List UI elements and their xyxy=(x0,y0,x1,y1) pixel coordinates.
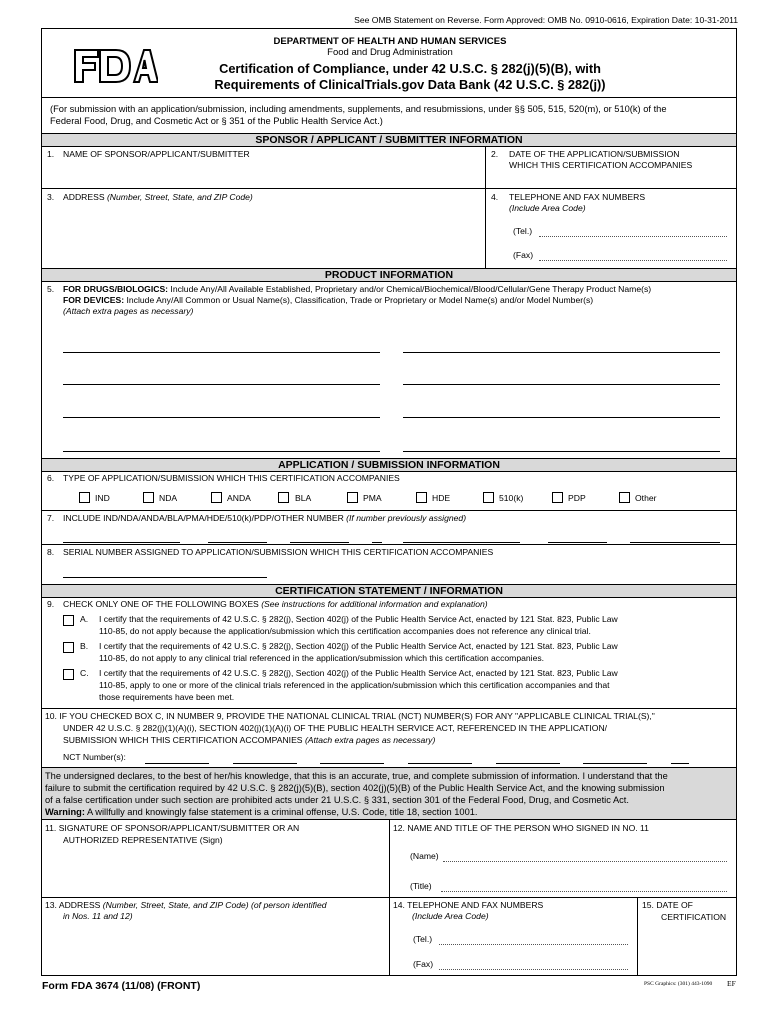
field-1-number: 1. xyxy=(47,149,55,159)
type-label-anda: ANDA xyxy=(227,493,251,503)
field-2-label-line2: WHICH THIS CERTIFICATION ACCOMPANIES xyxy=(509,160,693,170)
product-name-line[interactable] xyxy=(403,384,720,385)
cert-option-c-line2: 110-85, apply to one or more of the clinical trials referenced in the application/submission which this certification accompanies and that xyxy=(99,680,610,690)
application-number-line[interactable] xyxy=(208,542,267,543)
declaration-line3: of a false certification under such section are prohibited acts under 21 U.S.C. § 331, section 301 of the Federal Food, Drug, and Cosmetic Act. xyxy=(45,795,629,805)
application-number-line[interactable] xyxy=(548,542,607,543)
signer-title-label: (Title) xyxy=(410,881,432,891)
cert-checkbox-c[interactable] xyxy=(63,669,74,680)
cert-option-a-line1: I certify that the requirements of 42 U.S.C. § 282(j), Section 402(j) of the Public Health Service Act, enacted by 121 Stat. 823, Public Law xyxy=(99,614,618,624)
application-heading: APPLICATION / SUBMISSION INFORMATION xyxy=(278,459,500,471)
warning-bold: Warning: xyxy=(45,807,85,817)
field-5-devices xyxy=(63,295,593,306)
field-9-label-text: CHECK ONLY ONE OF THE FOLLOWING BOXES xyxy=(63,599,259,609)
field-1-label: NAME OF SPONSOR/APPLICANT/SUBMITTER xyxy=(63,149,250,159)
type-label-pma: PMA xyxy=(363,493,382,503)
cert-checkbox-b[interactable] xyxy=(63,642,74,653)
type-label-bla: BLA xyxy=(295,493,312,503)
type-checkbox-nda[interactable] xyxy=(143,492,154,503)
application-number-line[interactable] xyxy=(290,542,349,543)
signer-name-field[interactable] xyxy=(443,861,727,862)
field-13-hint-2: in Nos. 11 and 12) xyxy=(63,911,133,921)
type-checkbox-other[interactable] xyxy=(619,492,630,503)
ef-mark: EF xyxy=(727,979,736,988)
field-9-hint: (See instructions for additional information and explanation) xyxy=(261,599,488,609)
field-9-number: 9. xyxy=(47,599,55,609)
nct-number-line[interactable] xyxy=(233,763,297,764)
field-11-line1: 11. SIGNATURE OF SPONSOR/APPLICANT/SUBMITTER OR AN xyxy=(45,823,300,833)
signature-field[interactable] xyxy=(50,850,380,894)
cert-option-c-line3: those requirements have been met. xyxy=(99,692,235,702)
psc-credit: PSC Graphics: (301) 443-1090 xyxy=(644,981,713,987)
field-15-line2: CERTIFICATION xyxy=(661,912,727,922)
product-name-line[interactable] xyxy=(403,352,720,353)
serial-number-line[interactable] xyxy=(63,577,267,578)
type-label-510k: 510(k) xyxy=(499,493,524,503)
declaration-line2: failure to submit the certification required by 42 U.S.C. § 282(j)(5)(B), section 402(j)(5)(B) of the Public Health Service Act, and the knowing submission xyxy=(45,783,665,793)
field-10-line2: UNDER 42 U.S.C. § 282(j)(1)(A)(i), SECTION 402(j)(1)(A)(i) OF THE PUBLIC HEALTH SERVICE ACT, REFERENCED IN THE APPLICATION/ xyxy=(63,723,608,733)
field-3-label xyxy=(63,192,253,203)
submission-date-field[interactable] xyxy=(500,172,730,186)
nct-number-line[interactable] xyxy=(320,763,384,764)
field-10-hint: (Attach extra pages as necessary) xyxy=(304,735,436,745)
type-checkbox-bla[interactable] xyxy=(278,492,289,503)
type-checkbox-pdp[interactable] xyxy=(552,492,563,503)
field-13-label-text: 13. ADDRESS xyxy=(45,900,101,910)
form-title-line2: Requirements of ClinicalTrials.gov Data Bank (42 U.S.C. § 282(j)) xyxy=(214,77,606,92)
sponsor-fax-label: (Fax) xyxy=(513,250,534,260)
cert-option-b-line2: 110-85, do not apply to any clinical trial referenced in the application/submission which this certification accompanies. xyxy=(99,653,545,663)
sponsor-name-field[interactable] xyxy=(60,162,480,186)
field-14-label: 14. TELEPHONE AND FAX NUMBERS xyxy=(393,900,544,910)
intro-line2: Federal Food, Drug, and Cosmetic Act or § 351 of the Public Health Service Act.) xyxy=(50,116,383,126)
field-11-line2: AUTHORIZED REPRESENTATIVE (Sign) xyxy=(63,835,223,845)
field-5-drugs xyxy=(63,284,651,295)
agency: Food and Drug Administration xyxy=(327,47,453,58)
sponsor-tel-field[interactable] xyxy=(539,236,727,237)
drugs-text: Include Any/All Available Established, Proprietary and/or Chemical/Biochemical/Blood/Cellular/Gene Therapy Product Name(s) xyxy=(168,284,652,294)
field-10-line3 xyxy=(63,735,435,746)
sponsor-address-field[interactable] xyxy=(60,205,480,265)
devices-bold: FOR DEVICES: xyxy=(63,295,125,305)
type-checkbox-ind[interactable] xyxy=(79,492,90,503)
type-checkbox-pma[interactable] xyxy=(347,492,358,503)
field-9-label xyxy=(63,599,488,610)
field-7-label xyxy=(63,513,466,524)
cert-letter-a: A. xyxy=(80,614,89,624)
field-6-number: 6. xyxy=(47,473,55,483)
product-name-line[interactable] xyxy=(63,352,380,353)
field-2-number: 2. xyxy=(491,149,499,159)
field-10-line1: 10. IF YOU CHECKED BOX C, IN NUMBER 9, PROVIDE THE NATIONAL CLINICAL TRIAL (NCT) NUMBER(S) FOR ANY "APPLICABLE CLINICAL TRIAL(S)," xyxy=(45,711,655,721)
product-name-line[interactable] xyxy=(403,451,720,452)
form-title-line1: Certification of Compliance, under 42 U.S.C. § 282(j)(5)(B), with xyxy=(219,61,601,76)
fda-logo xyxy=(72,46,158,86)
product-heading: PRODUCT INFORMATION xyxy=(324,269,454,281)
intro-line1: (For submission with an application/submission, including amendments, supplements, and resubmissions, under §§ 505, 515, 520(m), or 510(k) of the xyxy=(50,104,667,114)
product-name-line[interactable] xyxy=(63,417,380,418)
field-4-number: 4. xyxy=(491,192,499,202)
signer-name-label: (Name) xyxy=(410,851,439,861)
omb-note: See OMB Statement on Reverse. Form Approved: OMB No. 0910-0616, Expiration Date: 10-31-2011 xyxy=(354,15,738,25)
cert-option-a-line2: 110-85, do not apply because the application/submission which this certification accompanies does not reference any clinical trial. xyxy=(99,626,591,636)
signer-tel-label: (Tel.) xyxy=(413,934,433,944)
type-label-pdp: PDP xyxy=(568,493,586,503)
warning-text: A willfully and knowingly false statement is a criminal offense, U.S. Code, title 18, section 1001. xyxy=(84,807,478,817)
type-label-hde: HDE xyxy=(432,493,451,503)
nct-number-line[interactable] xyxy=(671,763,689,764)
nct-number-line[interactable] xyxy=(496,763,560,764)
nct-number-line[interactable] xyxy=(408,763,472,764)
cert-option-c-line1: I certify that the requirements of 42 U.S.C. § 282(j), Section 402(j) of the Public Health Service Act, enacted by 121 Stat. 823, Public Law xyxy=(99,668,618,678)
sponsor-heading: SPONSOR / APPLICANT / SUBMITTER INFORMATION xyxy=(255,134,523,146)
cert-checkbox-a[interactable] xyxy=(63,615,74,626)
field-8-label: SERIAL NUMBER ASSIGNED TO APPLICATION/SUBMISSION WHICH THIS CERTIFICATION ACCOMPANIES xyxy=(63,547,494,557)
type-checkbox-hde[interactable] xyxy=(416,492,427,503)
field-3-number: 3. xyxy=(47,192,55,202)
declaration-line1: The undersigned declares, to the best of her/his knowledge, that this is an accurate, true, and complete submission of information. I understand that the xyxy=(45,771,668,781)
field-12-label: 12. NAME AND TITLE OF THE PERSON WHO SIGNED IN NO. 11 xyxy=(393,823,649,833)
field-3-label-text: ADDRESS xyxy=(63,192,105,202)
signer-fax-label: (Fax) xyxy=(413,959,434,969)
drugs-bold: FOR DRUGS/BIOLOGICS: xyxy=(63,284,169,294)
sponsor-fax-field[interactable] xyxy=(539,260,727,261)
signer-address-field[interactable] xyxy=(50,925,380,973)
field-14-hint: (Include Area Code) xyxy=(412,911,489,921)
certification-date-field[interactable] xyxy=(642,926,732,972)
field-4-label: TELEPHONE AND FAX NUMBERS xyxy=(509,192,646,202)
field-13-label xyxy=(45,900,327,911)
field-7-number: 7. xyxy=(47,513,55,523)
product-name-line[interactable] xyxy=(403,417,720,418)
warning xyxy=(45,806,478,818)
field-5-attach: (Attach extra pages as necessary) xyxy=(63,306,194,316)
field-4-hint: (Include Area Code) xyxy=(509,203,586,213)
application-number-line[interactable] xyxy=(630,542,720,543)
field-13-hint-1: (Number, Street, State, and ZIP Code) (of person identified xyxy=(102,900,327,910)
type-label-nda: NDA xyxy=(159,493,178,503)
application-number-line[interactable] xyxy=(372,542,382,543)
cert-letter-b: B. xyxy=(80,641,89,651)
type-label-ind: IND xyxy=(95,493,110,503)
signer-title-field[interactable] xyxy=(441,891,727,892)
field-7-label-text: INCLUDE IND/NDA/ANDA/BLA/PMA/HDE/510(k)/PDP/OTHER NUMBER xyxy=(63,513,344,523)
sponsor-tel-label: (Tel.) xyxy=(513,226,533,236)
product-name-line[interactable] xyxy=(63,384,380,385)
field-15-line1: 15. DATE OF xyxy=(642,900,693,910)
field-7-hint: (If number previously assigned) xyxy=(346,513,467,523)
certification-heading: CERTIFICATION STATEMENT / INFORMATION xyxy=(275,585,503,597)
field-2-label-line1: DATE OF THE APPLICATION/SUBMISSION xyxy=(509,149,680,159)
nct-number-line[interactable] xyxy=(583,763,647,764)
nct-label: NCT Number(s): xyxy=(63,752,126,762)
department: DEPARTMENT OF HEALTH AND HUMAN SERVICES xyxy=(273,36,507,47)
form-id: Form FDA 3674 (11/08) (FRONT) xyxy=(42,980,201,992)
nct-number-line[interactable] xyxy=(145,763,209,764)
field-5-number: 5. xyxy=(47,284,55,294)
cert-option-b-line1: I certify that the requirements of 42 U.S.C. § 282(j), Section 402(j) of the Public Health Service Act, enacted by 121 Stat. 823, Public Law xyxy=(99,641,618,651)
field-8-number: 8. xyxy=(47,547,55,557)
signer-tel-field[interactable] xyxy=(439,944,628,945)
field-6-label: TYPE OF APPLICATION/SUBMISSION WHICH THIS CERTIFICATION ACCOMPANIES xyxy=(63,473,400,483)
application-number-line[interactable] xyxy=(403,542,520,543)
devices-text: Include Any/All Common or Usual Name(s), Classification, Trade or Proprietary or Model Name(s) and/or Model Number(s) xyxy=(124,295,594,305)
type-checkbox-510k[interactable] xyxy=(483,492,494,503)
product-name-line[interactable] xyxy=(63,451,380,452)
field-10-line3-text: SUBMISSION WHICH THIS CERTIFICATION ACCOMPANIES xyxy=(63,735,303,745)
field-3-hint: (Number, Street, State, and ZIP Code) xyxy=(106,192,253,202)
type-checkbox-anda[interactable] xyxy=(211,492,222,503)
cert-letter-c: C. xyxy=(80,668,89,678)
signer-fax-field[interactable] xyxy=(439,969,628,970)
application-number-line[interactable] xyxy=(63,542,180,543)
type-label-other: Other xyxy=(635,493,657,503)
